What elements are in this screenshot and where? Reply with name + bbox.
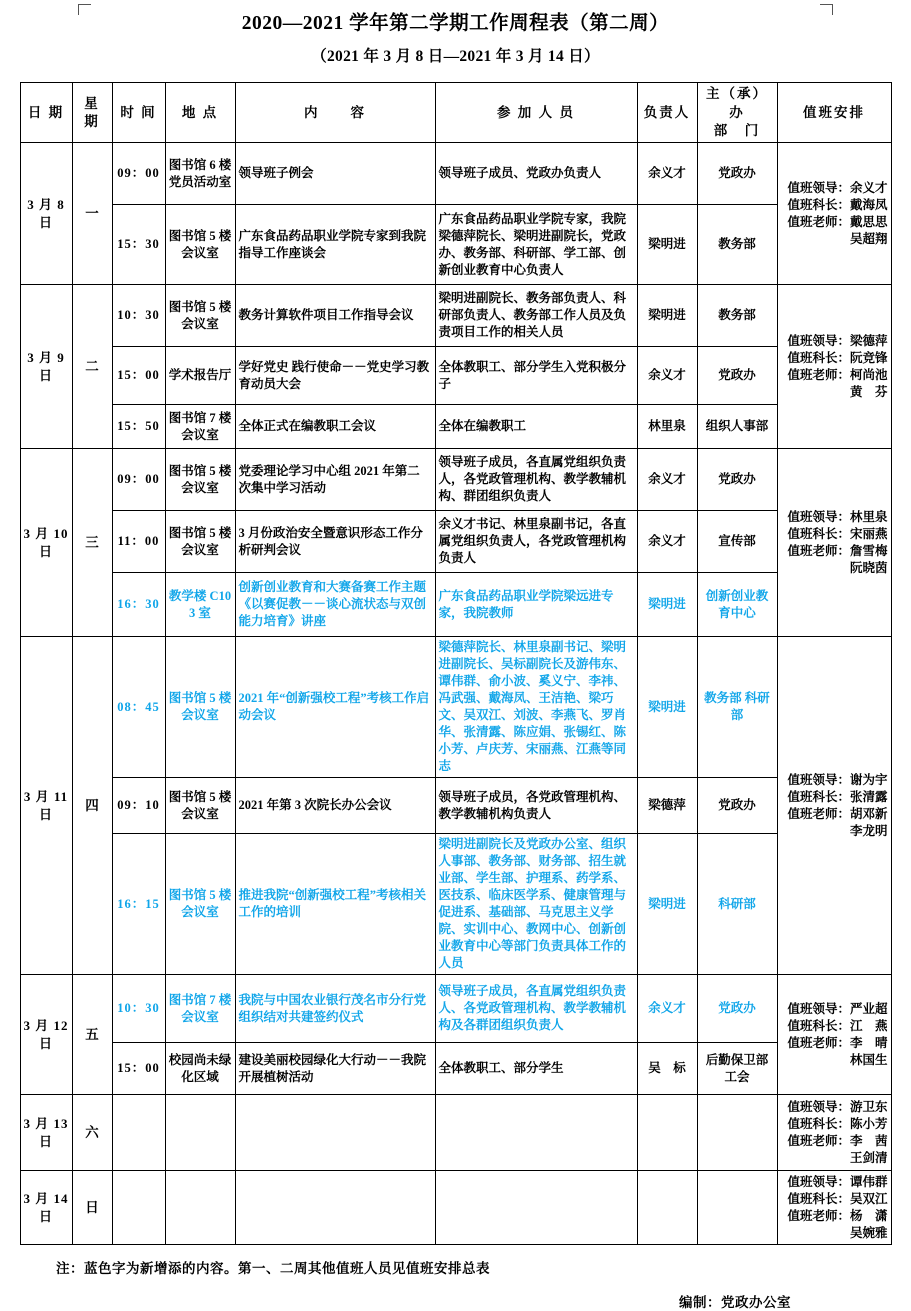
column-header-time: 时 间 xyxy=(112,83,165,143)
cell-time: 11：00 xyxy=(112,511,165,573)
cell-time: 08：45 xyxy=(112,637,165,778)
column-header-date: 日 期 xyxy=(20,83,72,143)
cell-content: 建设美丽校园绿化大行动－－我院开展植树活动 xyxy=(235,1043,435,1095)
table-row xyxy=(20,511,891,573)
cell-weekday: 三 xyxy=(72,449,112,637)
cell-participants: 领导班子成员，各党政管理机构、教学教辅机构负责人 xyxy=(435,778,637,834)
crop-mark-top-left xyxy=(78,4,91,15)
cell-time: 15：00 xyxy=(112,1043,165,1095)
duty-line: 值班老师：李 茜 xyxy=(787,1133,888,1148)
column-header-duty: 值班安排 xyxy=(777,83,891,143)
duty-line: 值班科长：陈小芳 xyxy=(787,1116,888,1131)
cell-date: 3 月 9 日 xyxy=(20,285,72,449)
table-row xyxy=(20,637,891,778)
cell-weekday: 四 xyxy=(72,637,112,975)
cell-participants xyxy=(435,1095,637,1171)
cell-duty-roster xyxy=(777,1171,891,1245)
cell-owner: 梁德萍 xyxy=(637,778,697,834)
cell-content: 广东食品药品职业学院专家到我院指导工作座谈会 xyxy=(235,205,435,285)
cell-date: 3 月 12 日 xyxy=(20,975,72,1095)
cell-department: 教务部 xyxy=(697,285,777,347)
cell-place: 图书馆 5 楼会议室 xyxy=(165,834,235,975)
cell-time: 15：50 xyxy=(112,405,165,449)
cell-weekday: 六 xyxy=(72,1095,112,1171)
cell-department: 党政办 xyxy=(697,143,777,205)
table-row xyxy=(20,405,891,449)
cell-place: 图书馆 5 楼会议室 xyxy=(165,205,235,285)
table-row xyxy=(20,205,891,285)
cell-participants: 广东食品药品职业学院梁远进专家，我院教师 xyxy=(435,573,637,637)
page-subtitle: （2021 年 3 月 8 日—2021 年 3 月 14 日） xyxy=(311,48,600,66)
cell-owner: 吴 标 xyxy=(637,1043,697,1095)
cell-owner: 余义才 xyxy=(637,143,697,205)
cell-owner: 梁明进 xyxy=(637,205,697,285)
cell-participants: 梁明进副院长、教务部负责人、科研部负责人、教务部工作人员及负责项目工作的相关人员 xyxy=(435,285,637,347)
cell-department: 党政办 xyxy=(697,975,777,1043)
duty-line: 值班领导：严业超 xyxy=(787,1001,888,1016)
cell-duty-roster xyxy=(777,637,891,975)
cell-content: 党委理论学习中心组 2021 年第二次集中学习活动 xyxy=(235,449,435,511)
cell-date: 3 月 14 日 xyxy=(20,1171,72,1245)
cell-participants: 余义才书记、林里泉副书记，各直属党组织负责人，各党政管理机构负责人 xyxy=(435,511,637,573)
cell-content: 教务计算软件项目工作指导会议 xyxy=(235,285,435,347)
cell-weekday: 五 xyxy=(72,975,112,1095)
cell-place: 图书馆 7 楼会议室 xyxy=(165,405,235,449)
column-header-department-line2: 部 门 xyxy=(713,123,761,139)
cell-place: 校园尚未绿化区域 xyxy=(165,1043,235,1095)
cell-date: 3 月 13 日 xyxy=(20,1095,72,1171)
duty-line: 值班领导：谭伟群 xyxy=(787,1174,888,1189)
duty-line: 值班科长：戴海凤 xyxy=(787,197,888,212)
duty-line: 值班科长：张清露 xyxy=(787,789,888,804)
cell-time: 16：15 xyxy=(112,834,165,975)
cell-department: 教务部 xyxy=(697,205,777,285)
table-header-row xyxy=(20,83,891,143)
table-row xyxy=(20,573,891,637)
table-row xyxy=(20,1043,891,1095)
duty-line: 值班老师：胡邓新 xyxy=(787,806,888,821)
table-row xyxy=(20,143,891,205)
cell-participants: 广东食品药品职业学院专家，我院梁德萍院长、梁明进副院长，党政办、教务部、科研部、学工部、创新创业教育中心负责人 xyxy=(435,205,637,285)
table-row xyxy=(20,975,891,1043)
cell-content: 我院与中国农业银行茂名市分行党组织结对共建签约仪式 xyxy=(235,975,435,1043)
cell-duty-roster xyxy=(777,285,891,449)
crop-mark-top-right xyxy=(820,4,833,15)
duty-line: 值班科长：江 燕 xyxy=(787,1018,888,1033)
cell-content: 2021 年“创新强校工程”考核工作启动会议 xyxy=(235,637,435,778)
duty-line: 林国生 xyxy=(849,1052,888,1067)
duty-line: 黄 芬 xyxy=(849,384,888,399)
cell-participants: 领导班子成员，各直属党组织负责人，各党政管理机构、教学教辅机构、群团组织负责人 xyxy=(435,449,637,511)
table-row xyxy=(20,347,891,405)
cell-content: 学好党史 践行使命－－党史学习教育动员大会 xyxy=(235,347,435,405)
table-row xyxy=(20,1171,891,1245)
cell-time: 09：10 xyxy=(112,778,165,834)
cell-owner: 林里泉 xyxy=(637,405,697,449)
cell-weekday: 日 xyxy=(72,1171,112,1245)
cell-date: 3 月 11 日 xyxy=(20,637,72,975)
cell-content: 3 月份政治安全暨意识形态工作分析研判会议 xyxy=(235,511,435,573)
cell-time: 10：30 xyxy=(112,975,165,1043)
cell-content: 推进我院“创新强校工程”考核相关工作的培训 xyxy=(235,834,435,975)
cell-department xyxy=(697,1095,777,1171)
cell-owner: 余义才 xyxy=(637,347,697,405)
duty-line: 值班领导：梁德萍 xyxy=(787,333,888,348)
cell-department: 教务部 科研部 xyxy=(697,637,777,778)
cell-content xyxy=(235,1095,435,1171)
cell-place: 图书馆 5 楼会议室 xyxy=(165,511,235,573)
cell-place: 学术报告厅 xyxy=(165,347,235,405)
duty-line: 值班领导：游卫东 xyxy=(787,1099,888,1114)
cell-content xyxy=(235,1171,435,1245)
cell-participants: 领导班子成员，各直属党组织负责人、各党政管理机构、教学教辅机构及各群团组织负责人 xyxy=(435,975,637,1043)
duty-line: 吴超翔 xyxy=(849,231,888,246)
page-title: 2020—2021 学年第二学期工作周程表（第二周） xyxy=(241,13,670,34)
table-row xyxy=(20,778,891,834)
cell-owner: 梁明进 xyxy=(637,637,697,778)
cell-time: 16：30 xyxy=(112,573,165,637)
cell-department: 后勤保卫部 工会 xyxy=(697,1043,777,1095)
cell-participants xyxy=(435,1171,637,1245)
cell-time xyxy=(112,1095,165,1171)
cell-time: 15：30 xyxy=(112,205,165,285)
column-header-department-line1: 主（承）办 xyxy=(706,86,768,120)
duty-line: 值班老师：戴思思 xyxy=(787,214,888,229)
table-row xyxy=(20,449,891,511)
cell-participants: 领导班子成员、党政办负责人 xyxy=(435,143,637,205)
cell-duty-roster xyxy=(777,975,891,1095)
duty-line: 值班老师：柯尚池 xyxy=(787,367,888,382)
cell-owner: 余义才 xyxy=(637,975,697,1043)
column-header-weekday: 星 期 xyxy=(72,83,112,143)
cell-time xyxy=(112,1171,165,1245)
footer-compiler: 编制：党政办公室 xyxy=(679,1295,791,1311)
duty-line: 王剑清 xyxy=(849,1150,888,1165)
duty-line: 值班领导：余义才 xyxy=(787,180,888,195)
cell-place: 图书馆 6 楼党员活动室 xyxy=(165,143,235,205)
cell-time: 15：00 xyxy=(112,347,165,405)
column-header-department xyxy=(697,83,777,143)
table-row xyxy=(20,1095,891,1171)
cell-place: 教学楼 C103 室 xyxy=(165,573,235,637)
cell-date: 3 月 8 日 xyxy=(20,143,72,285)
table-body xyxy=(20,143,891,1245)
cell-participants: 全体教职工、部分学生入党积极分子 xyxy=(435,347,637,405)
duty-line: 值班老师：詹雪梅 xyxy=(787,543,888,558)
cell-place xyxy=(165,1095,235,1171)
duty-line: 值班领导：谢为宇 xyxy=(787,772,888,787)
cell-owner: 梁明进 xyxy=(637,285,697,347)
cell-department: 科研部 xyxy=(697,834,777,975)
cell-department: 党政办 xyxy=(697,347,777,405)
weekly-schedule-table xyxy=(20,82,892,1245)
cell-content: 创新创业教育和大赛备赛工作主题《以赛促教－－谈心流状态与双创能力培育》讲座 xyxy=(235,573,435,637)
duty-line: 值班老师：杨 潇 xyxy=(787,1208,888,1223)
duty-line: 阮晓茵 xyxy=(849,560,888,575)
cell-owner: 梁明进 xyxy=(637,834,697,975)
cell-department: 宣传部 xyxy=(697,511,777,573)
cell-content: 领导班子例会 xyxy=(235,143,435,205)
cell-time: 09：00 xyxy=(112,143,165,205)
cell-owner xyxy=(637,1095,697,1171)
duty-line: 值班科长：宋丽燕 xyxy=(787,526,888,541)
cell-department: 组织人事部 xyxy=(697,405,777,449)
cell-place: 图书馆 5 楼会议室 xyxy=(165,449,235,511)
cell-place xyxy=(165,1171,235,1245)
cell-duty-roster xyxy=(777,143,891,285)
cell-date: 3 月 10 日 xyxy=(20,449,72,637)
cell-weekday: 一 xyxy=(72,143,112,285)
cell-duty-roster xyxy=(777,449,891,637)
cell-owner: 梁明进 xyxy=(637,573,697,637)
table-row xyxy=(20,834,891,975)
cell-participants: 梁德萍院长、林里泉副书记、梁明进副院长、吴标副院长及游伟东、谭伟群、俞小波、奚义宁、李祎、冯武强、戴海凤、王洁艳、梁巧文、吴双江、刘波、李燕飞、罗肖华、张清露、陈应娟、张锡红、陈小芳、卢庆芳、宋丽燕、江燕等同志 xyxy=(435,637,637,778)
column-header-participants: 参 加 人 员 xyxy=(435,83,637,143)
column-header-owner: 负责人 xyxy=(637,83,697,143)
cell-content: 全体正式在编教职工会议 xyxy=(235,405,435,449)
cell-participants: 全体在编教职工 xyxy=(435,405,637,449)
cell-department: 党政办 xyxy=(697,778,777,834)
cell-department: 党政办 xyxy=(697,449,777,511)
cell-owner: 余义才 xyxy=(637,449,697,511)
cell-weekday: 二 xyxy=(72,285,112,449)
footer-note: 注：蓝色字为新增添的内容。第一、二周其他值班人员见值班安排总表 xyxy=(56,1261,490,1277)
cell-department: 创新创业教育中心 xyxy=(697,573,777,637)
cell-owner: 余义才 xyxy=(637,511,697,573)
cell-duty-roster xyxy=(777,1095,891,1171)
column-header-content: 内 容 xyxy=(235,83,435,143)
duty-line: 值班科长：吴双江 xyxy=(787,1191,888,1206)
duty-line: 值班领导：林里泉 xyxy=(787,509,888,524)
cell-place: 图书馆 5 楼会议室 xyxy=(165,778,235,834)
cell-content: 2021 年第 3 次院长办公会议 xyxy=(235,778,435,834)
cell-participants: 全体教职工、部分学生 xyxy=(435,1043,637,1095)
duty-line: 李龙明 xyxy=(849,823,888,838)
cell-place: 图书馆 5 楼会议室 xyxy=(165,285,235,347)
cell-department xyxy=(697,1171,777,1245)
cell-place: 图书馆 5 楼会议室 xyxy=(165,637,235,778)
column-header-place: 地 点 xyxy=(165,83,235,143)
cell-participants: 梁明进副院长及党政办公室、组织人事部、教务部、财务部、招生就业部、学生部、护理系、药学系、医技系、临床医学系、健康管理与促进系、基础部、马克思主义学院、实训中心、教网中心、创新创业教育中心等部门负责具体工作的人员 xyxy=(435,834,637,975)
cell-place: 图书馆 7 楼会议室 xyxy=(165,975,235,1043)
cell-time: 10：30 xyxy=(112,285,165,347)
duty-line: 值班科长：阮竞锋 xyxy=(787,350,888,365)
duty-line: 值班老师：李 晴 xyxy=(787,1035,888,1050)
cell-time: 09：00 xyxy=(112,449,165,511)
cell-owner xyxy=(637,1171,697,1245)
duty-line: 吴婉雅 xyxy=(849,1225,888,1240)
table-row xyxy=(20,285,891,347)
